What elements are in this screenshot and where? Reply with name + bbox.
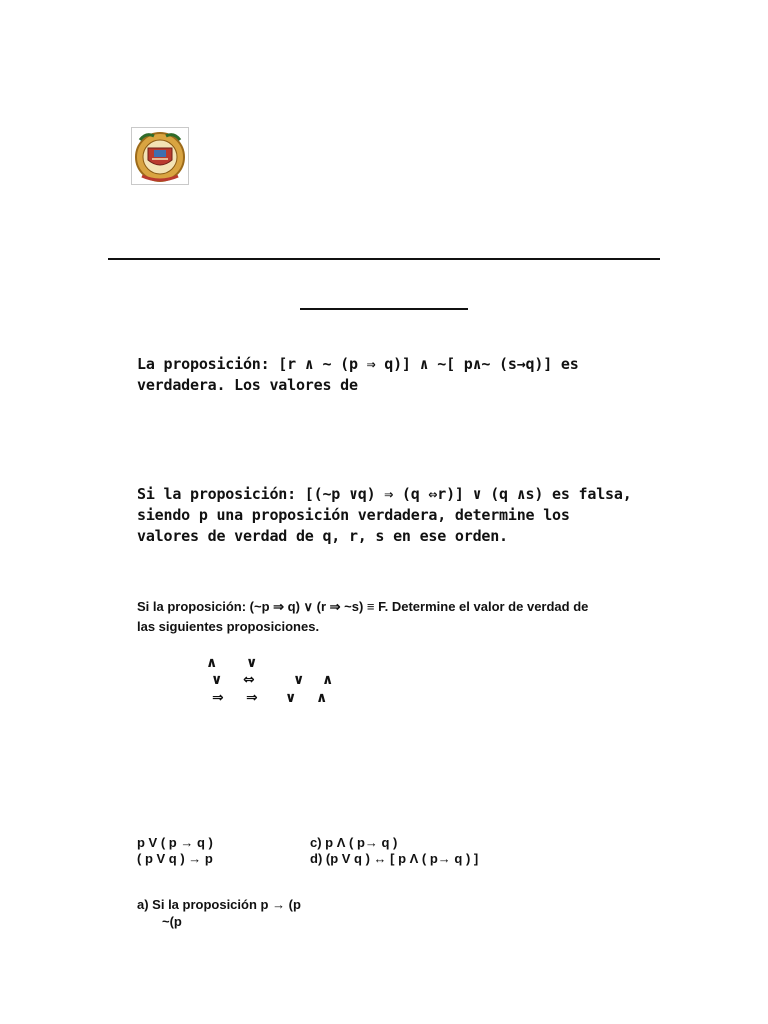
symbol: ∧ [206,655,218,671]
symbol: ∧ [316,690,328,706]
symbol: ⇔ [243,672,255,688]
symbol: ⇒ [212,690,224,706]
problem4-line2: ~(p [162,914,182,929]
option-left-2: ( p V q ) → p [137,851,213,866]
problem1-line2: verdadera. Los valores de [137,376,358,394]
symbol: ⇒ [246,690,258,706]
symbol: ∧ [322,672,334,688]
symbol: ∨ [285,690,297,706]
problem1-line1: La proposición: [r ∧ ~ (p ⇒ q)] ∧ ~[ p∧~ (s→q)] es [137,355,579,373]
header-divider [108,258,660,260]
title-underline [300,308,468,310]
problem2-line3: valores de verdad de q, r, s en ese orden. [137,527,508,545]
option-left-1: p V ( p → q ) [137,835,213,850]
option-c: c) p Λ ( p→ q ) [310,835,398,850]
problem2-line2: siendo p una proposición verdadera, determine los [137,506,570,524]
problem3-line1: Si la proposición: (~p ⇒ q) ∨ (r ⇒ ~s) ≡ F. Determine el valor de verdad de [137,599,589,614]
option-d: d) (p V q ) ↔ [ p Λ ( p→ q ) ] [310,851,479,866]
symbol: ∨ [211,672,223,688]
symbol: ∨ [293,672,305,688]
problem4-line1: a) Si la proposición p → (p [137,897,301,912]
symbol: ∨ [246,655,258,671]
seal-icon [132,128,188,184]
problem2-line1: Si la proposición: [(~p ∨q) ⇒ (q ⇔r)] ∨ (q ∧s) es falsa, [137,485,632,503]
problem3-line2: las siguientes proposiciones. [137,619,320,634]
university-seal-logo [131,127,189,185]
